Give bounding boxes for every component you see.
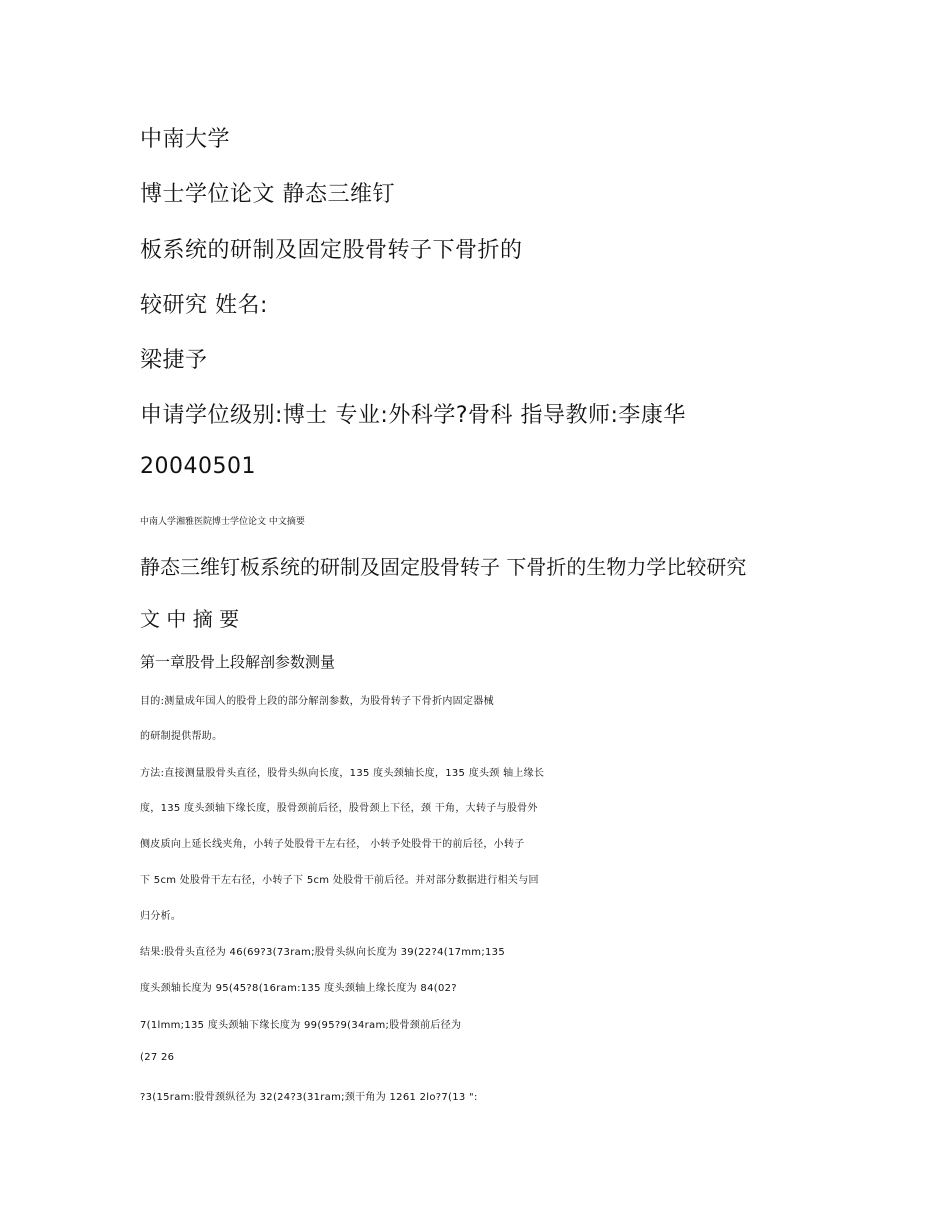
cover-date: 20040501 [140, 454, 256, 479]
abstract-line: 方法:直接测量股骨头直径，股骨头纵向长度，135 度头颈轴长度，135 度头颈 轴上缘长 [140, 768, 545, 779]
cover-author: 梁捷予 [140, 348, 208, 373]
abstract-title: 静态三维钉板系统的研制及固定股骨转子 下骨折的生物力学比较研究 [140, 555, 747, 579]
abstract-line: 度，135 度头颈轴下缘长度，股骨颈前后径，股骨颈上下径，颈 干角，大转子与股骨外 [140, 803, 538, 814]
abstract-heading: 文 中 摘 要 [140, 607, 240, 631]
abstract-line: ?3(15ram:股骨颈纵径为 32(24?3(31ram;颈干角为 1261 2lo?7(13 ": [140, 1092, 478, 1103]
abstract-line: 7(1lmm;135 度头颈轴下缘长度为 99(95?9(34ram;股骨颈前后径为 [140, 1020, 462, 1031]
cover-title-line-2: 板系统的研制及固定股骨转子下骨折的 [140, 238, 523, 263]
abstract-line: 下 5cm 处股骨干左右径，小转子下 5cm 处股骨干前后径。并对部分数据进行相关与回 [140, 875, 539, 886]
abstract-line: 归分析。 [140, 911, 182, 922]
cover-degree-info: 申请学位级别:博士 专业:外科学?骨科 指导教师:李康华 [140, 403, 686, 428]
running-header: 中南人学湘雅医院博士学位论文 中文摘要 [140, 517, 305, 527]
chapter-title: 第一章股骨上段解剖参数测量 [140, 653, 336, 671]
abstract-line: 的研制提供帮助。 [140, 731, 223, 742]
cover-title-line-3: 较研究 姓名: [140, 293, 268, 318]
cover-title-line-1: 博士学位论文 静态三维钉 [140, 182, 395, 207]
abstract-line: 度头颈轴长度为 95(45?8(16ram:135 度头颈轴上缘长度为 84(02? [140, 983, 457, 994]
abstract-line: 目的:测量成年国人的股骨上段的部分解剖参数，为股骨转子下骨折内固定器械 [140, 696, 494, 707]
abstract-line: 侧皮质向上延长线夹角，小转子处股骨干左右径， 小转予处股骨干的前后径，小转子 [140, 839, 525, 850]
cover-university: 中南大学 [140, 127, 231, 152]
abstract-line: (27 26 [140, 1052, 175, 1063]
abstract-line: 结果:股骨头直径为 46(69?3(73ram;股骨头纵向长度为 39(22?4(17mm;135 [140, 947, 506, 958]
